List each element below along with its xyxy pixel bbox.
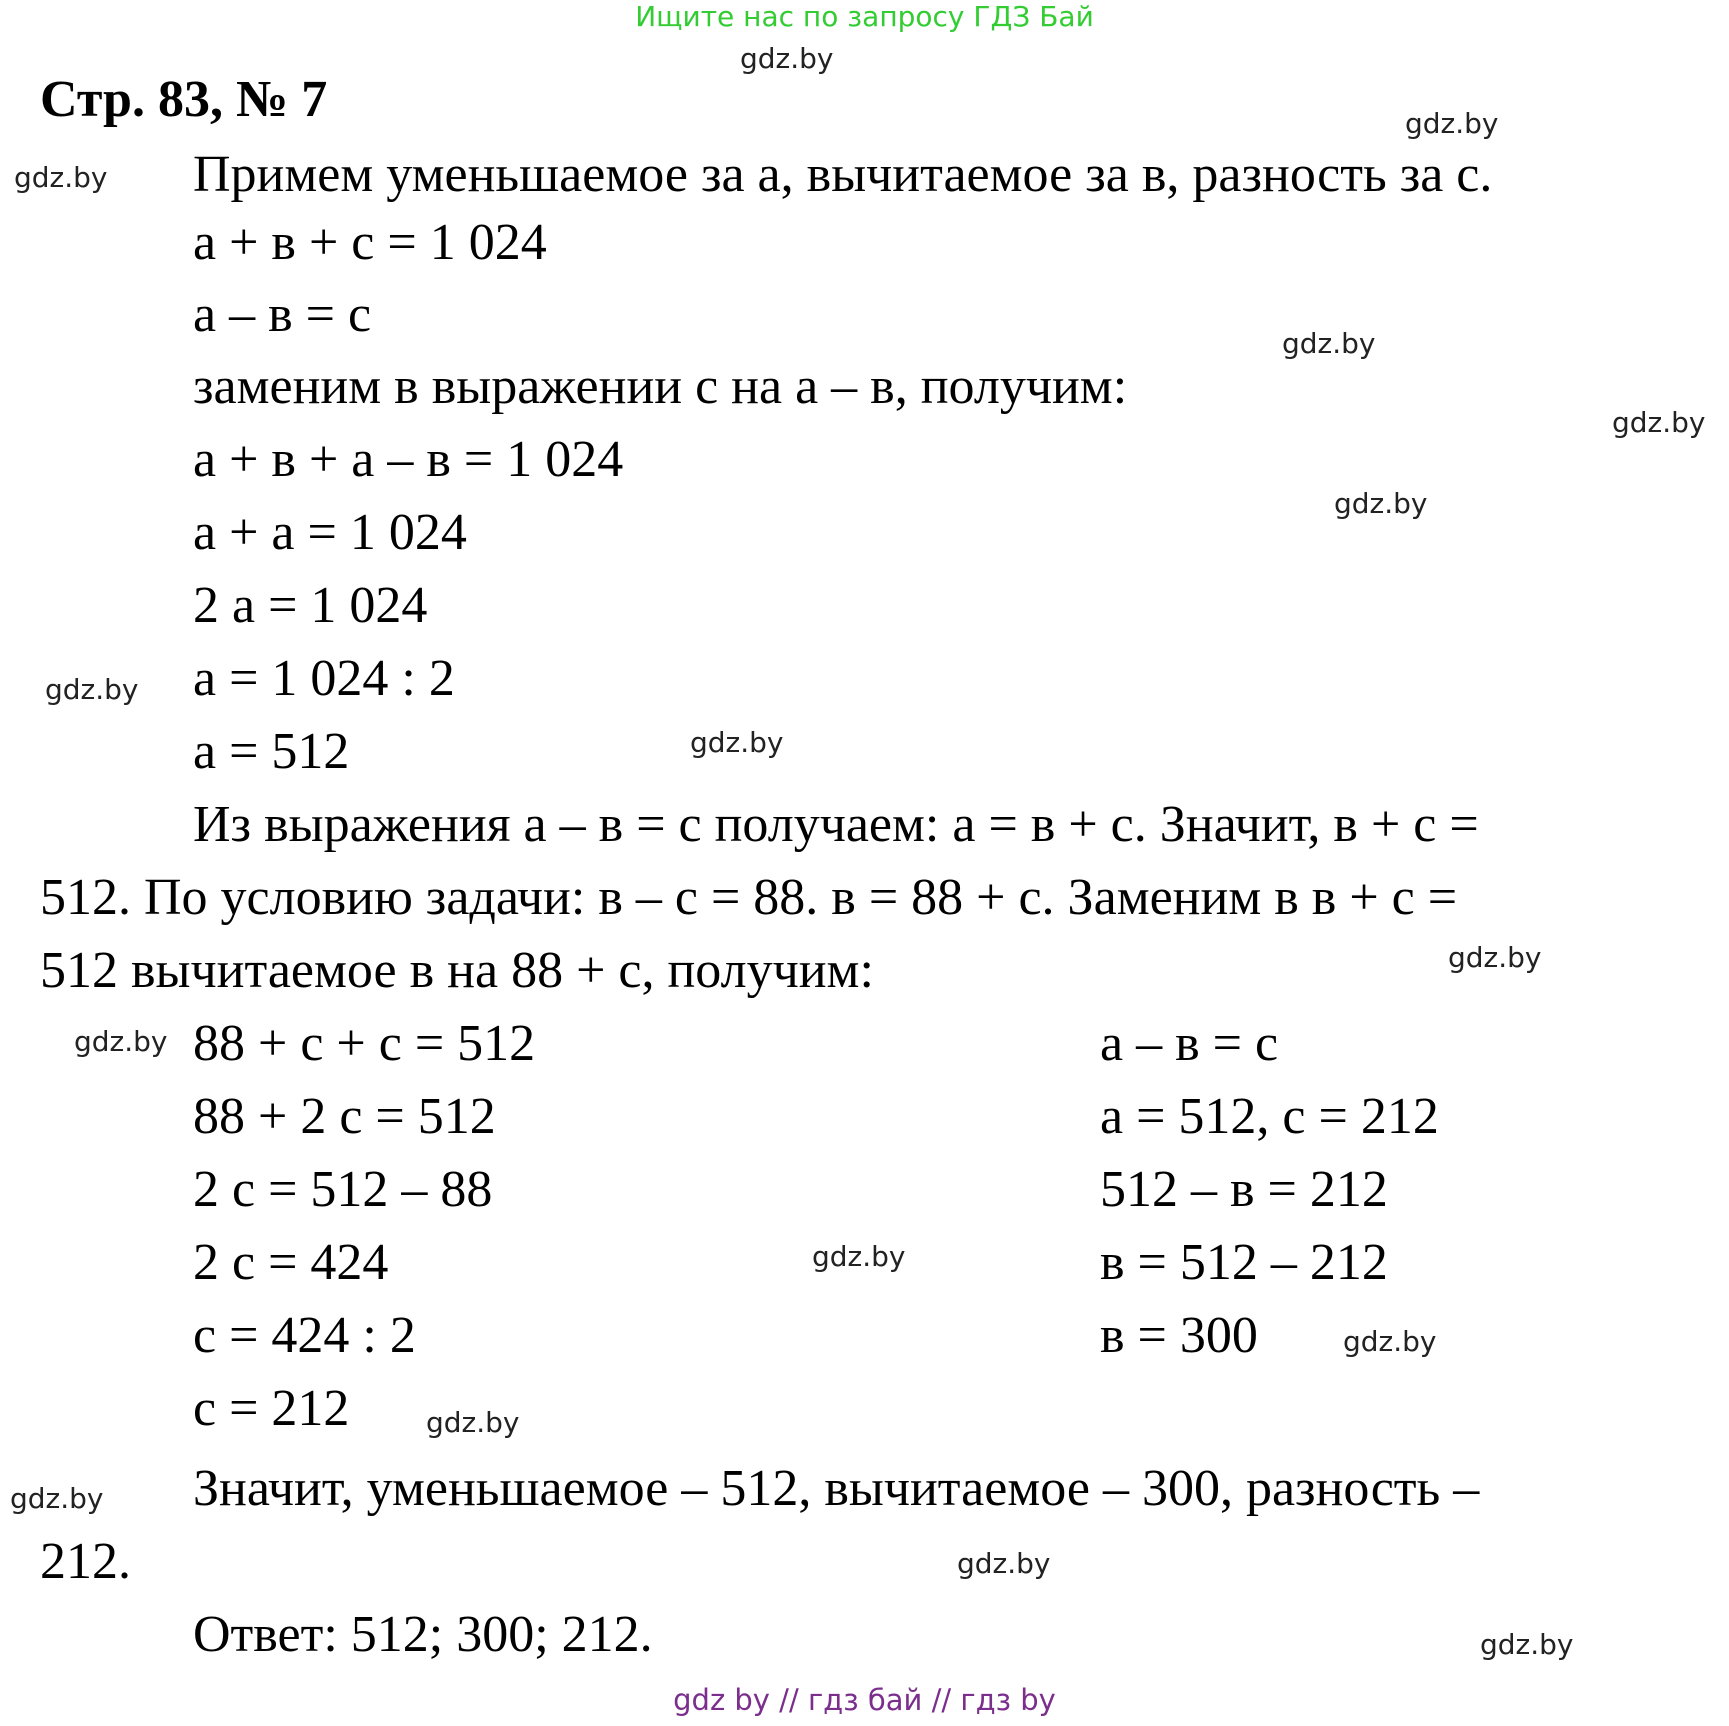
- watermark: gdz.by: [1282, 327, 1376, 360]
- right-equation: 512 – в = 212: [1100, 1161, 1388, 1218]
- equation-step-4: а = 1 024 : 2: [193, 650, 455, 707]
- paragraph-line-1: Из выражения а – в = с получаем: а = в + с. Значит, в + с =: [193, 796, 1479, 853]
- conclusion-line-1: Значит, уменьшаемое – 512, вычитаемое – 300, разность –: [193, 1460, 1480, 1517]
- watermark: gdz.by: [812, 1240, 906, 1273]
- right-equation: в = 300: [1100, 1307, 1258, 1364]
- equation-step-2: а + а = 1 024: [193, 504, 467, 561]
- footer-links[interactable]: gdz by // гдз бай // гдз by: [673, 1683, 1056, 1717]
- watermark: gdz.by: [1334, 487, 1428, 520]
- equation-sum: а + в + с = 1 024: [193, 214, 547, 271]
- promo-banner[interactable]: Ищите нас по запросу ГДЗ Бай: [635, 0, 1094, 33]
- intro-line: Примем уменьшаемое за а, вычитаемое за в, разность за с.: [193, 146, 1493, 203]
- watermark: gdz.by: [1612, 406, 1706, 439]
- left-equation: 2 с = 424: [193, 1234, 389, 1291]
- watermark: gdz.by: [14, 161, 108, 194]
- watermark: gdz.by: [1480, 1628, 1574, 1661]
- equation-step-1: а + в + а – в = 1 024: [193, 431, 624, 488]
- equation-diff: а – в = с: [193, 286, 372, 343]
- watermark: gdz.by: [74, 1025, 168, 1058]
- watermark: gdz.by: [957, 1547, 1051, 1580]
- watermark: gdz.by: [740, 42, 834, 75]
- left-equation: с = 424 : 2: [193, 1307, 416, 1364]
- right-equation: в = 512 – 212: [1100, 1234, 1388, 1291]
- watermark: gdz.by: [690, 726, 784, 759]
- paragraph-line-2: 512. По условию задачи: в – с = 88. в = 88 + с. Заменим в в + с =: [40, 869, 1458, 926]
- answer-line: Ответ: 512; 300; 212.: [193, 1606, 653, 1663]
- watermark: gdz.by: [1448, 941, 1542, 974]
- substitution-line: заменим в выражении с на а – в, получим:: [193, 358, 1128, 415]
- left-equation: 2 с = 512 – 88: [193, 1161, 493, 1218]
- conclusion-line-2: 212.: [40, 1533, 131, 1590]
- left-equation: 88 + с + с = 512: [193, 1015, 536, 1072]
- left-equation: 88 + 2 с = 512: [193, 1088, 496, 1145]
- page-title: Стр. 83, № 7: [40, 71, 328, 128]
- watermark: gdz.by: [10, 1482, 104, 1515]
- watermark: gdz.by: [1343, 1325, 1437, 1358]
- equation-step-5: а = 512: [193, 723, 350, 780]
- paragraph-line-3: 512 вычитаемое в на 88 + с, получим:: [40, 942, 874, 999]
- watermark: gdz.by: [1405, 107, 1499, 140]
- left-equation: с = 212: [193, 1380, 350, 1437]
- watermark: gdz.by: [45, 673, 139, 706]
- equation-step-3: 2 а = 1 024: [193, 577, 428, 634]
- watermark: gdz.by: [426, 1406, 520, 1439]
- right-equation: а – в = с: [1100, 1015, 1279, 1072]
- right-equation: а = 512, с = 212: [1100, 1088, 1439, 1145]
